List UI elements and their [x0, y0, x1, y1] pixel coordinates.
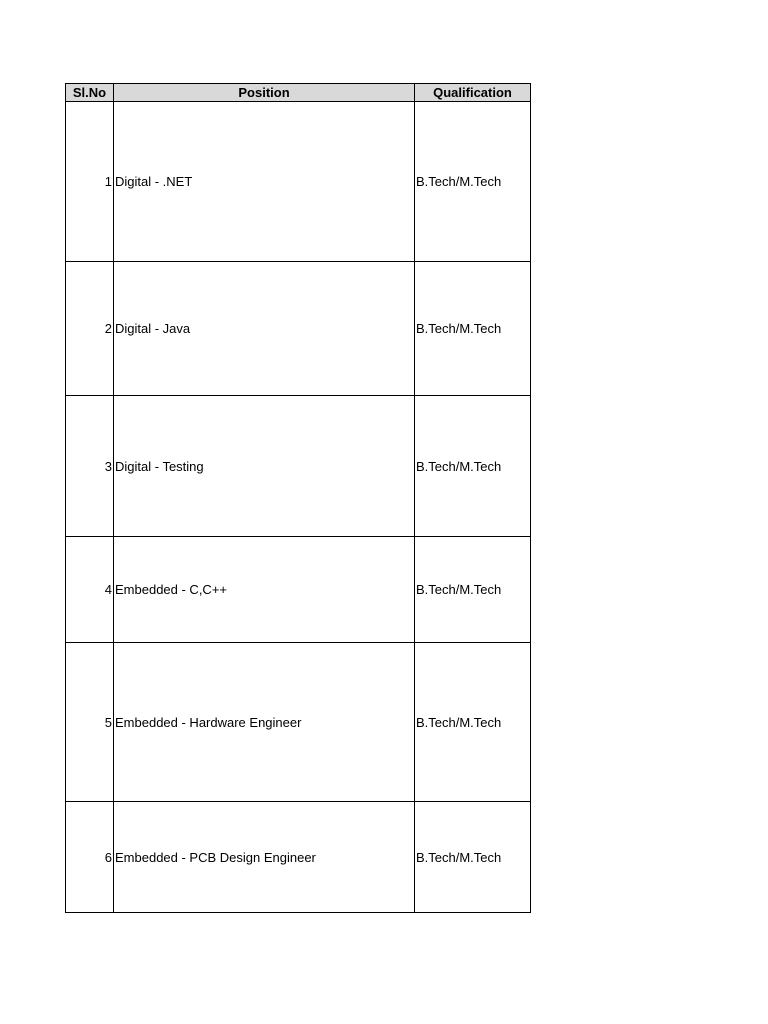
table-row — [66, 262, 531, 396]
cell-slno: 6 — [66, 802, 114, 913]
cell-position: Embedded - C,C++ — [114, 537, 415, 643]
cell-qualification: B.Tech/M.Tech — [415, 643, 531, 802]
cell-slno: 2 — [66, 262, 114, 396]
table-row — [66, 643, 531, 802]
cell-qualification: B.Tech/M.Tech — [415, 262, 531, 396]
cell-qualification: B.Tech/M.Tech — [415, 396, 531, 537]
cell-slno: 3 — [66, 396, 114, 537]
cell-position: Digital - .NET — [114, 102, 415, 262]
cell-qualification: B.Tech/M.Tech — [415, 537, 531, 643]
cell-slno: 1 — [66, 102, 114, 262]
cell-position: Embedded - Hardware Engineer — [114, 643, 415, 802]
cell-qualification: B.Tech/M.Tech — [415, 802, 531, 913]
table-row — [66, 802, 531, 913]
header-position: Position — [114, 84, 415, 102]
header-row — [66, 84, 531, 102]
cell-position: Digital - Java — [114, 262, 415, 396]
table-row — [66, 537, 531, 643]
table-row — [66, 396, 531, 537]
positions-table — [65, 83, 531, 913]
cell-slno: 5 — [66, 643, 114, 802]
cell-position: Digital - Testing — [114, 396, 415, 537]
cell-qualification: B.Tech/M.Tech — [415, 102, 531, 262]
cell-slno: 4 — [66, 537, 114, 643]
header-qualification: Qualification — [415, 84, 531, 102]
table-row — [66, 102, 531, 262]
header-slno: Sl.No — [66, 84, 114, 102]
cell-position: Embedded - PCB Design Engineer — [114, 802, 415, 913]
spreadsheet-page — [65, 83, 530, 913]
